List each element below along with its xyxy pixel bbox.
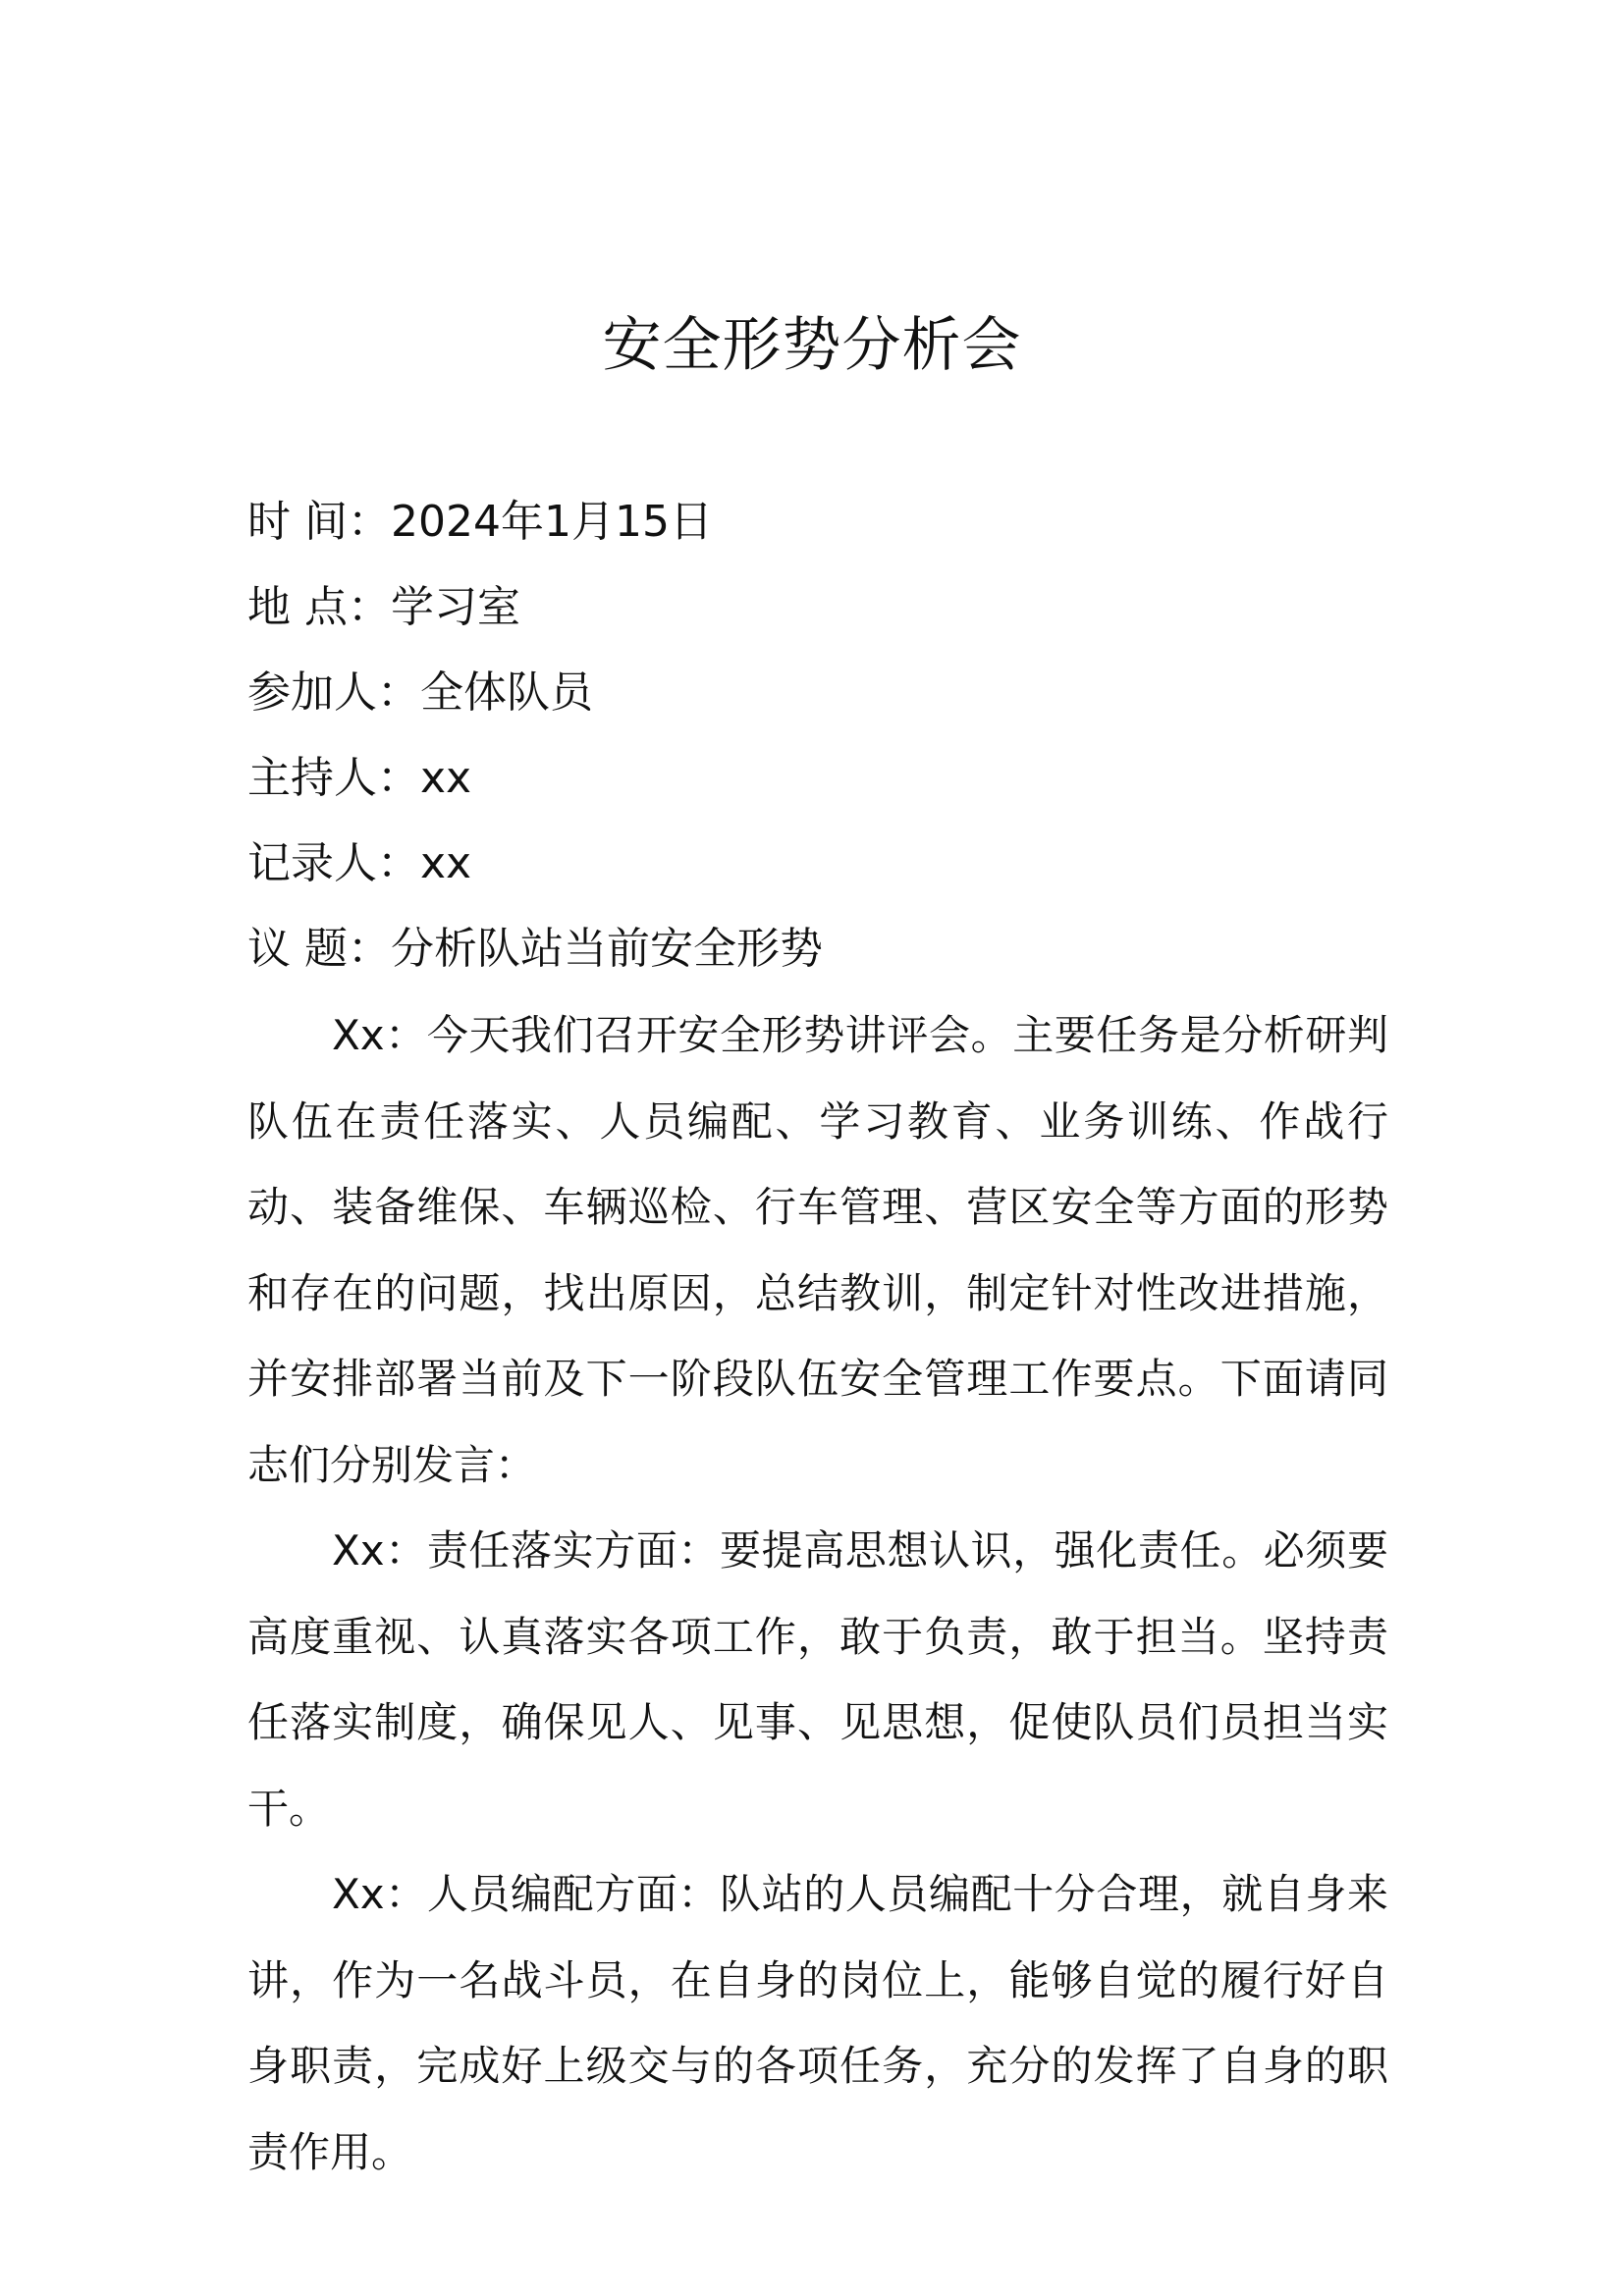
meta-row-host bbox=[247, 735, 1396, 821]
meta-value: 全体队员 bbox=[420, 667, 593, 718]
meta-row-location bbox=[247, 564, 1396, 650]
meta-label: 议 题： bbox=[247, 924, 391, 974]
paragraph-responsibility: Xx：责任落实方面：要提高思想认识，强化责任。必须要高度重视、认真落实各项工作，敢于负责，敢于担当。坚持责任落实制度，确保见人、见事、见思想，促使队员们员担当实干。 bbox=[247, 1526, 1388, 1833]
meta-value: xx bbox=[420, 838, 472, 888]
meeting-info-list bbox=[247, 479, 1396, 991]
meta-label: 时 间： bbox=[247, 497, 391, 547]
meta-row-topic bbox=[247, 906, 1396, 991]
document-title: 安全形势分析会 bbox=[602, 311, 1022, 380]
meeting-minutes-body bbox=[247, 992, 1388, 2195]
meta-row-recorder bbox=[247, 821, 1396, 906]
meta-label: 记录人： bbox=[247, 838, 420, 888]
paragraph-opening: Xx：今天我们召开安全形势讲评会。主要任务是分析研判队伍在责任落实、人员编配、学习教育、业务训练、作战行动、装备维保、车辆巡检、行车管理、营区安全等方面的形势和存在的问题，找出原因，总结教训，制定针对性改进措施，并安排部署当前及下一阶段队伍安全管理工作要点。下面请同志们分别发言： bbox=[247, 1011, 1388, 1489]
meta-value: 2024年1月15日 bbox=[391, 497, 713, 547]
meta-label: 主持人： bbox=[247, 753, 420, 803]
meta-value: 学习室 bbox=[391, 582, 520, 632]
meta-label: 参加人： bbox=[247, 667, 420, 718]
meta-row-time bbox=[247, 479, 1396, 564]
meta-value: xx bbox=[420, 753, 472, 803]
meta-value: 分析队站当前安全形势 bbox=[391, 924, 823, 974]
meta-label: 地 点： bbox=[247, 582, 391, 632]
meta-row-attendees bbox=[247, 650, 1396, 735]
paragraph-staffing: Xx：人员编配方面：队站的人员编配十分合理，就自身来讲，作为一名战斗员，在自身的岗位上，能够自觉的履行好自身职责，完成好上级交与的各项任务，充分的发挥了自身的职责作用。 bbox=[247, 1870, 1388, 2176]
